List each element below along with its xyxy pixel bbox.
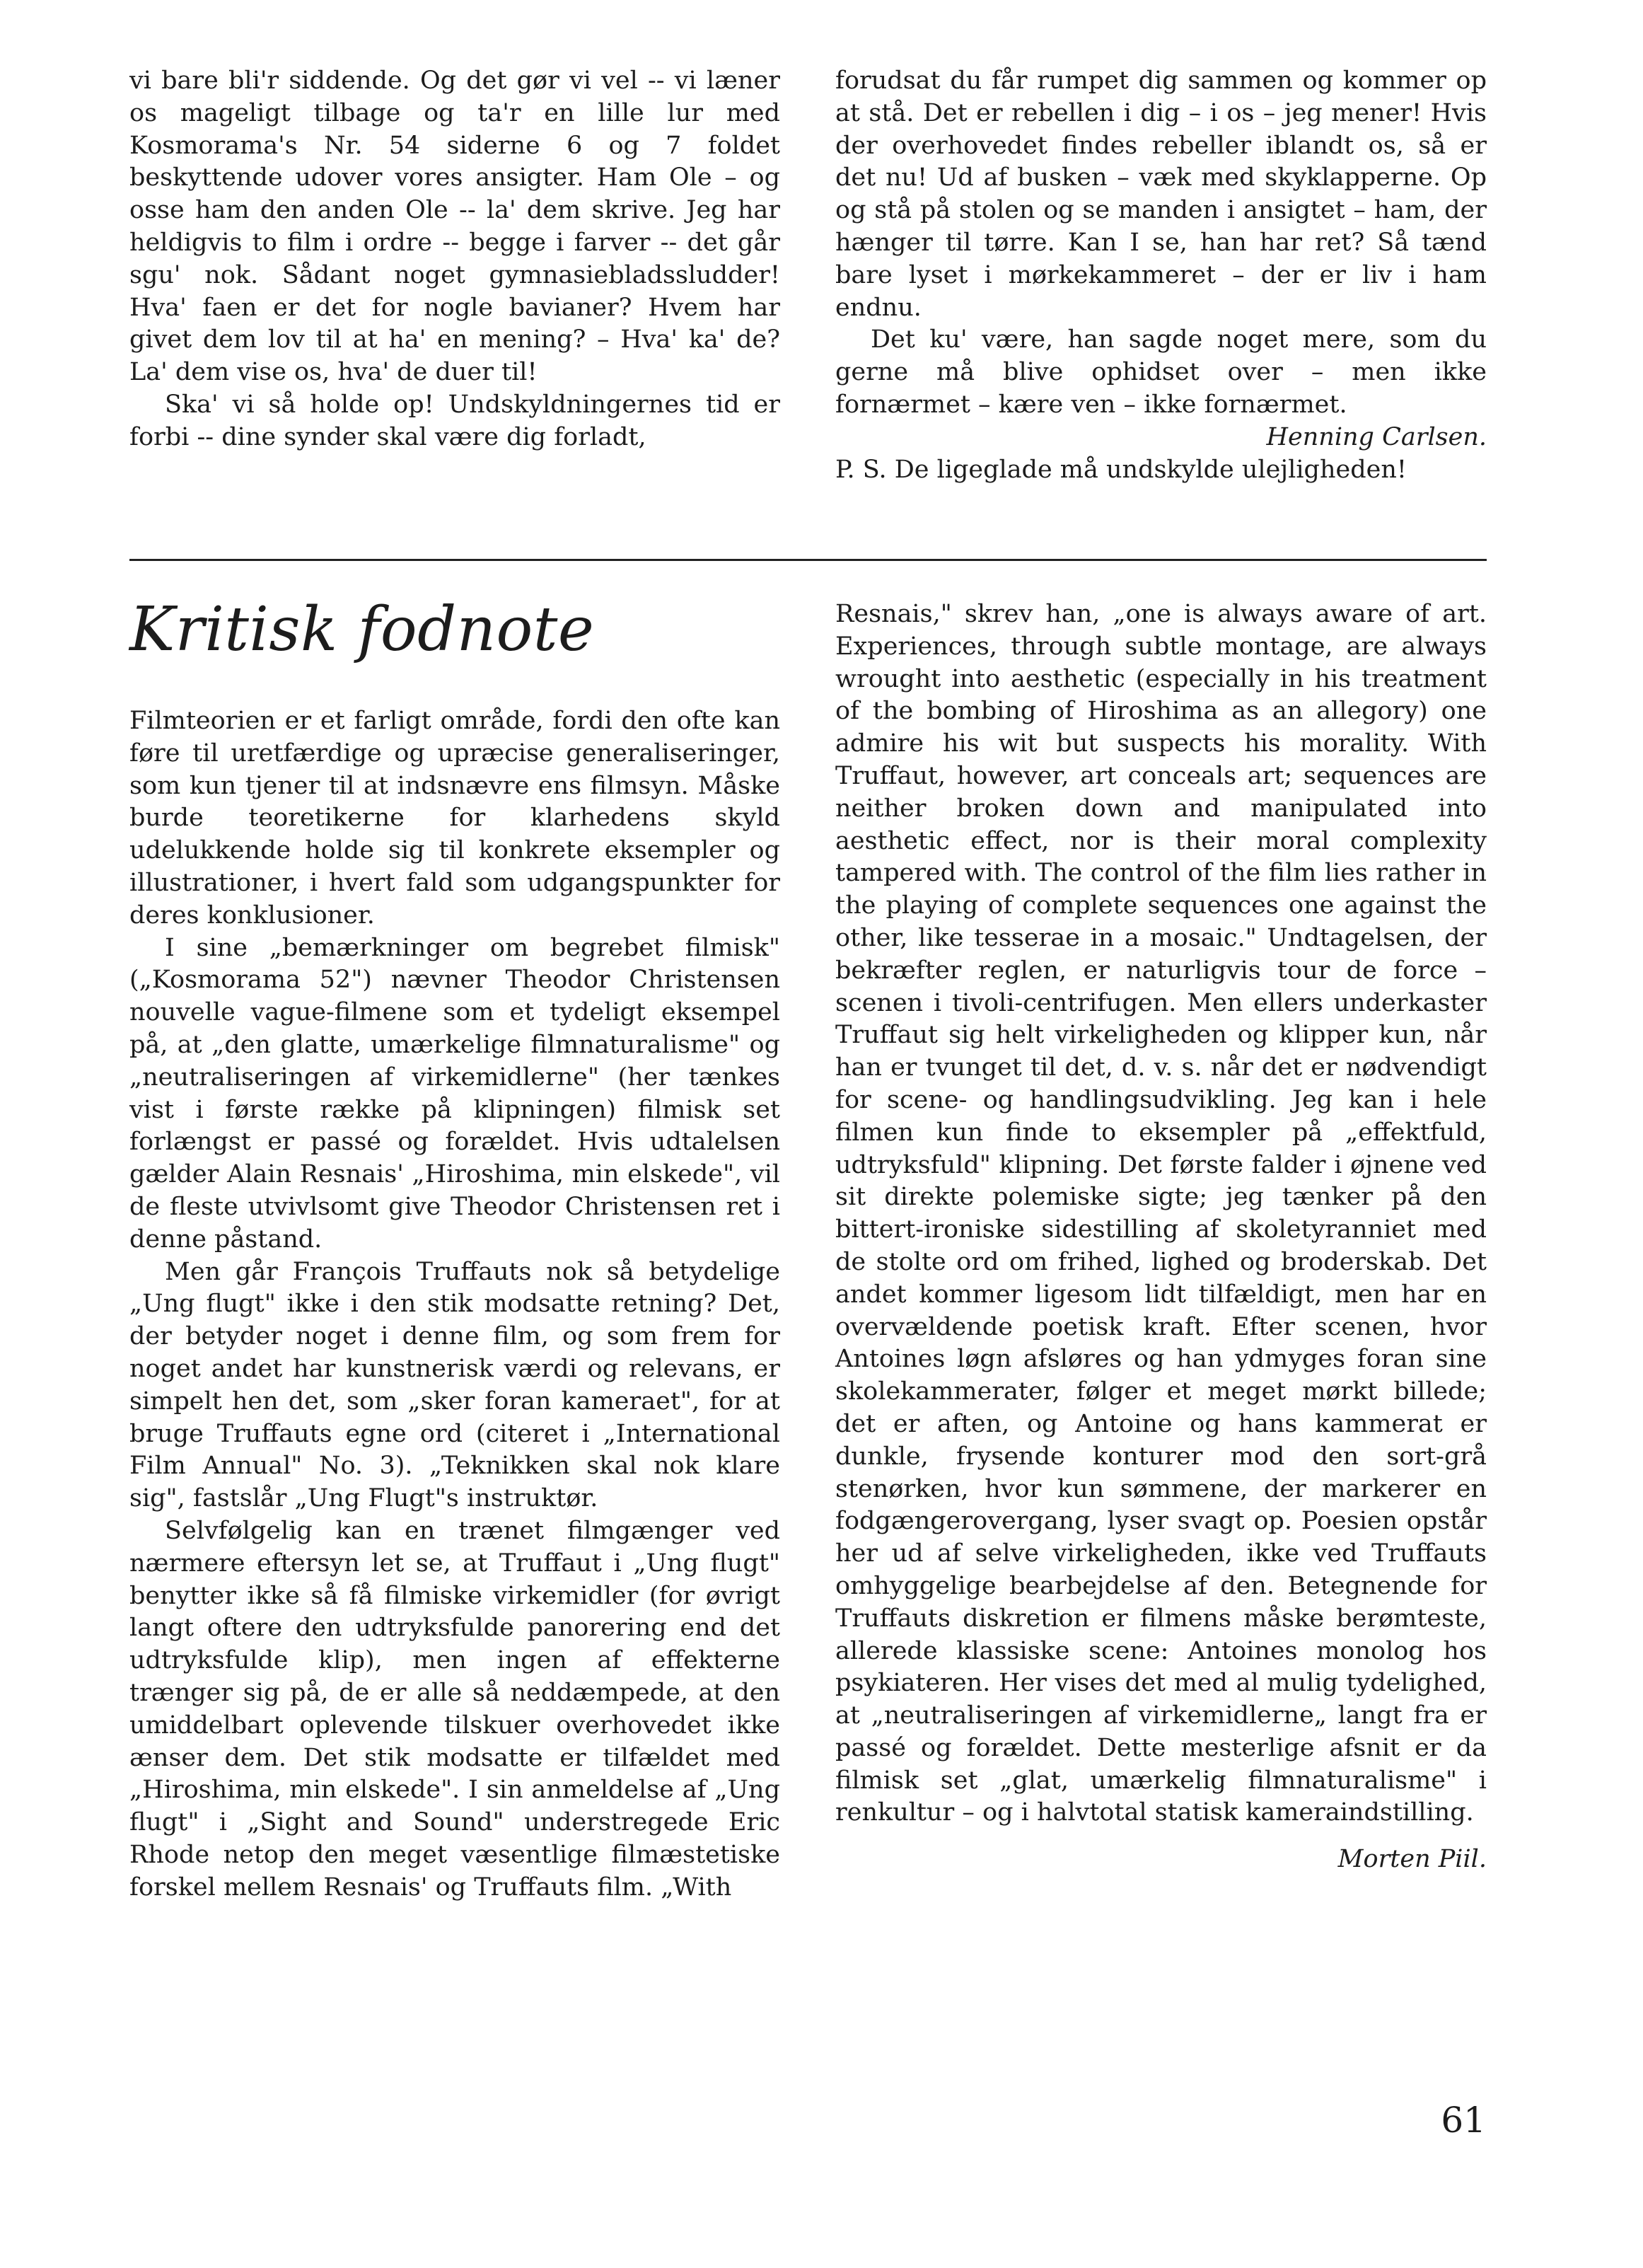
- article-headline: Kritisk fodnote: [129, 594, 595, 665]
- postscript: P. S. De ligeglade må undskylde ulejligheden!: [835, 455, 1407, 484]
- paragraph: vi bare bli'r siddende. Og det gør vi vel -- vi læner os mageligt tilbage og ta'r en lille lur med Kosmorama's Nr. 54 siderne 6 og 7 foldet beskyttende udover vores ansigter. Ham Ole – og osse ham den anden Ole -- la' dem skrive. Jeg har heldigvis to film i ordre -- begge i farver -- det går sgu' nok. Sådant noget gymnasiebladssludder! Hva' faen er det for nogle bavianer? Hvem har givet dem lov til at ha' en mening? – Hva' ka' de? La' dem vise os, hva' de duer til!: [129, 66, 780, 387]
- paragraph: Filmteorien er et farligt område, fordi den ofte kan føre til uretfærdige og upræcise generaliseringer, som kun tjener til at indsnævre ens filmsyn. Måske burde teoretikerne for klarhedens skyld udelukkende holde sig til konkrete eksempler og illustrationer, i hvert fald som udgangspunkter for deres konklusioner.: [129, 707, 780, 930]
- paragraph: Men går François Truffauts nok så betydelige „Ung flugt" ikke i den stik modsatte retning? Det, der betyder noget i denne film, og som frem for noget andet har kunstnerisk værdi og relevans, er simpelt hen det, som „sker foran kameraet", for at bruge Truffauts egne ord (citeret i „International Film Annual" No. 3). „Teknikken skal nok klare sig", fastslår „Ung Flugt"s instruktør.: [129, 1257, 780, 1513]
- article-right-column: [835, 598, 1487, 1876]
- author-signature: Morten Piil.: [1337, 1845, 1487, 1874]
- paragraph: Resnais," skrev han, „one is always aware of art. Experiences, through subtle montage, are always wrought into aesthetic (especially in his treatment of the bombing of Hiroshima as an allegory) one admire his wit but suspects his morality. With Truffaut, however, art conceals art; sequences are neither broken down and manipulated into aesthetic effect, nor is their moral complexity tampered with. The control of the film lies rather in the playing of complete sequences one against the other, like tesserae in a mosaic." Undtagelsen, der bekræfter reglen, er naturligvis tour de force – scenen i tivoli-centrifugen. Men ellers underkaster Truffaut sig helt virkeligheden og klipper kun, når han er tvunget til det, d. v. s. når det er nødvendigt for scene- og handlingsudvikling. Jeg kan i hele filmen kun finde to eksempler på „effektfuld, udtryksfuld" klipning. Det første falder i øjnene ved sit direkte polemiske sigte; jeg tænker på den bittert-ironiske sidestilling af skoletyranniet med de stolte ord om frihed, lighed og broderskab. Det andet kommer ligesom lidt tilfældigt, men har en overvældende poetisk kraft. Efter scenen, hvor Antoines løgn afsløres og han ydmyges foran sine skolekammerater, følger et meget mørkt billede; det er aften, og Antoine og hans kammerat er dunkle, frysende konturer mod den sort-grå stenørken, hvor kun sømmene, der markerer en fodgængerovergang, lyser svagt op. Poesien opstår her ud af selve virkeligheden, ikke ved Truffauts omhyggelige bearbejdelse af den. Betegnende for Truffauts diskretion er filmens måske berømteste, allerede klassiske scene: Antoines monolog hos psykiateren. Her vises det med al mulig tydelighed, at „neutraliseringen af virkemidlerne„ langt fra er passé og forældet. Dette mesterlige afsnit er da filmisk set „glat, umærkelig filmnaturalisme" i renkultur – og i halvtotal statisk kameraindstilling.: [835, 600, 1487, 1827]
- paragraph: Selvfølgelig kan en trænet filmgænger ved nærmere eftersyn let se, at Truffaut i „Ung flugt" benytter ikke så få filmiske virkemidler (for øvrigt langt oftere den udtryksfulde panorering end det udtryksfulde klip), men ingen af effekterne trænger sig på, de er alle så neddæmpede, at den umiddelbart oplevende tilskuer overhovedet ikke ænser dem. Det stik modsatte er tilfældet med „Hiroshima, min elskede". I sin anmeldelse af „Ung flugt" i „Sight and Sound" understregede Eric Rhode netop den meget væsentlige filmæstetiske forskel mellem Resnais' og Truffauts film. „With: [129, 1516, 780, 1902]
- paragraph: forudsat du får rumpet dig sammen og kommer op at stå. Det er rebellen i dig – i os – jeg mener! Hvis der overhovedet findes rebeller iblandt os, så er det nu! Ud af busken – væk med skyklapperne. Op og stå på stolen og se manden i ansigtet – ham, der hænger til tørre. Kan I se, han har ret? Så tænd bare lyset i mørkekammeret – der er liv i ham endnu.: [835, 66, 1487, 322]
- paragraph: Ska' vi så holde op! Undskyldningernes tid er forbi -- dine synder skal være dig forladt,: [129, 390, 780, 451]
- letter-continuation-right-column: [835, 65, 1487, 486]
- section-divider: [129, 559, 1487, 561]
- paragraph: Det ku' være, han sagde noget mere, som du gerne må blive ophidset over – men ikke fornærmet – kære ven – ikke fornærmet.: [835, 325, 1487, 419]
- author-signature: Henning Carlsen.: [1266, 422, 1487, 451]
- paragraph: I sine „bemærkninger om begrebet filmisk" („Kosmorama 52") nævner Theodor Christensen nouvelle vague-filmene som et tydeligt eksempel på, at „den glatte, umærkelige filmnaturalisme" og „neutraliseringen af virkemidlerne" (her tænkes vist i første række på klipningen) filmisk set forlængst er passé og forældet. Hvis udtalelsen gælder Alain Resnais' „Hiroshima, min elskede", vil de fleste utvivlsomt give Theodor Christensen ret i denne påstand.: [129, 933, 780, 1254]
- article-left-column: [129, 705, 780, 1904]
- page-number: 61: [1441, 2100, 1486, 2141]
- letter-continuation-left-column: [129, 65, 780, 454]
